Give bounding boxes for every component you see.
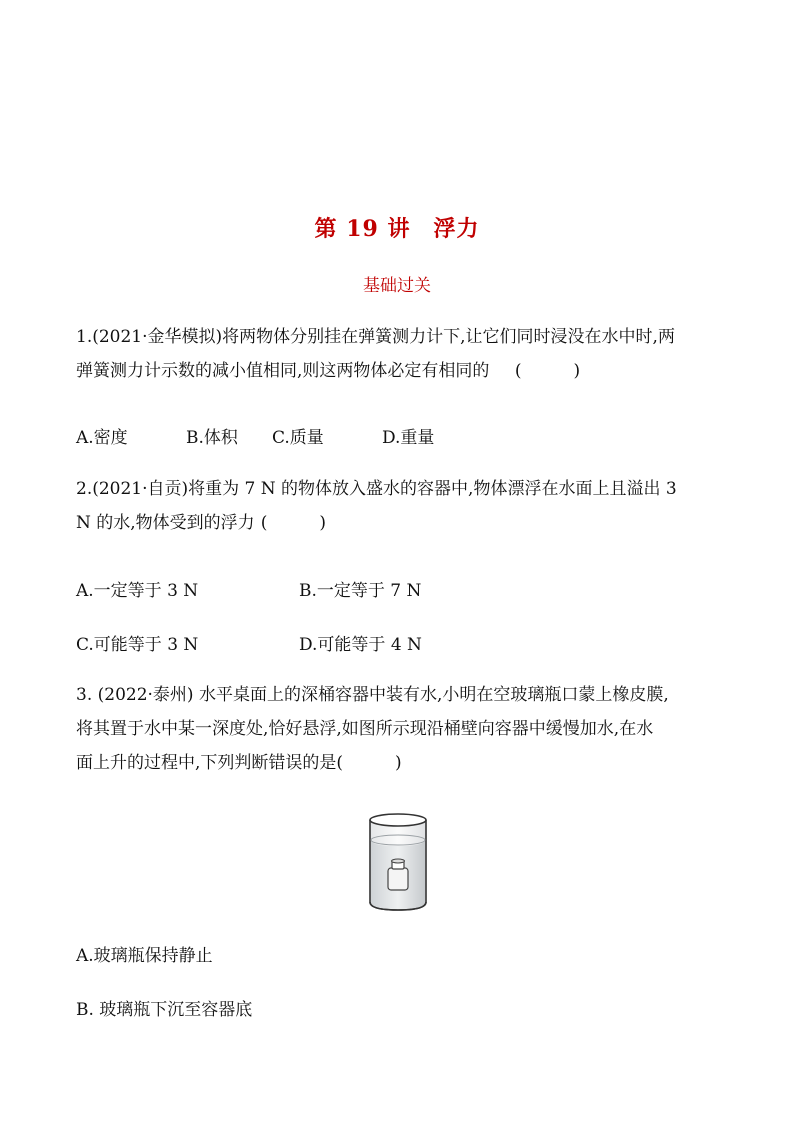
answer-bracket-open: ( bbox=[514, 361, 522, 381]
question-2-line-1: 2.(2021·自贡)将重为 7 N 的物体放入盛水的容器中,物体漂浮在水面上且溢出 3 bbox=[76, 479, 677, 499]
answer-bracket-close: ) bbox=[319, 513, 326, 533]
question-2 bbox=[76, 472, 724, 540]
question-3-line-1: 3. (2022·泰州) 水平桌面上的深桶容器中装有水,小明在空玻璃瓶口蒙上橡皮膜, bbox=[76, 685, 669, 705]
question-3 bbox=[76, 678, 724, 780]
option-d: D.可能等于 4 N bbox=[299, 635, 422, 655]
question-2-line-2-text: N 的水,物体受到的浮力 bbox=[76, 513, 255, 533]
answer-bracket-open: ( bbox=[260, 513, 268, 533]
beaker-with-bottle-icon bbox=[366, 810, 430, 915]
option-a: A.玻璃瓶保持静止 bbox=[76, 946, 213, 966]
question-1-line-2-text: 弹簧测力计示数的减小值相同,则这两物体必定有相同的 bbox=[76, 361, 490, 381]
question-2-line-2 bbox=[76, 506, 724, 540]
option-b: B.体积 bbox=[186, 428, 238, 448]
question-3-line-2: 将其置于水中某一深度处,恰好悬浮,如图所示现沿桶壁向容器中缓慢加水,在水 bbox=[76, 719, 654, 739]
answer-bracket-close: ) bbox=[573, 361, 581, 381]
option-c: C.可能等于 3 N bbox=[76, 635, 199, 655]
option-d: D.重量 bbox=[382, 428, 435, 448]
option-a: A.密度 bbox=[76, 428, 128, 448]
question-1 bbox=[76, 320, 724, 388]
question-1-line-2 bbox=[76, 354, 724, 388]
question-1-line-1: 1.(2021·金华模拟)将两物体分别挂在弹簧测力计下,让它们同时浸没在水中时,两 bbox=[76, 327, 675, 347]
option-b: B.一定等于 7 N bbox=[299, 581, 422, 601]
section-heading: 基础过关 bbox=[363, 276, 431, 296]
answer-bracket-open: ( bbox=[336, 753, 344, 773]
question-3-line-3 bbox=[76, 746, 724, 780]
option-c: C.质量 bbox=[272, 428, 324, 448]
option-b: B. 玻璃瓶下沉至容器底 bbox=[76, 1000, 253, 1020]
answer-bracket-close: ) bbox=[395, 753, 402, 773]
page-title: 第 19 讲 浮力 bbox=[314, 216, 480, 242]
question-3-line-3-text: 面上升的过程中,下列判断错误的是 bbox=[76, 753, 337, 773]
option-a: A.一定等于 3 N bbox=[76, 581, 199, 601]
